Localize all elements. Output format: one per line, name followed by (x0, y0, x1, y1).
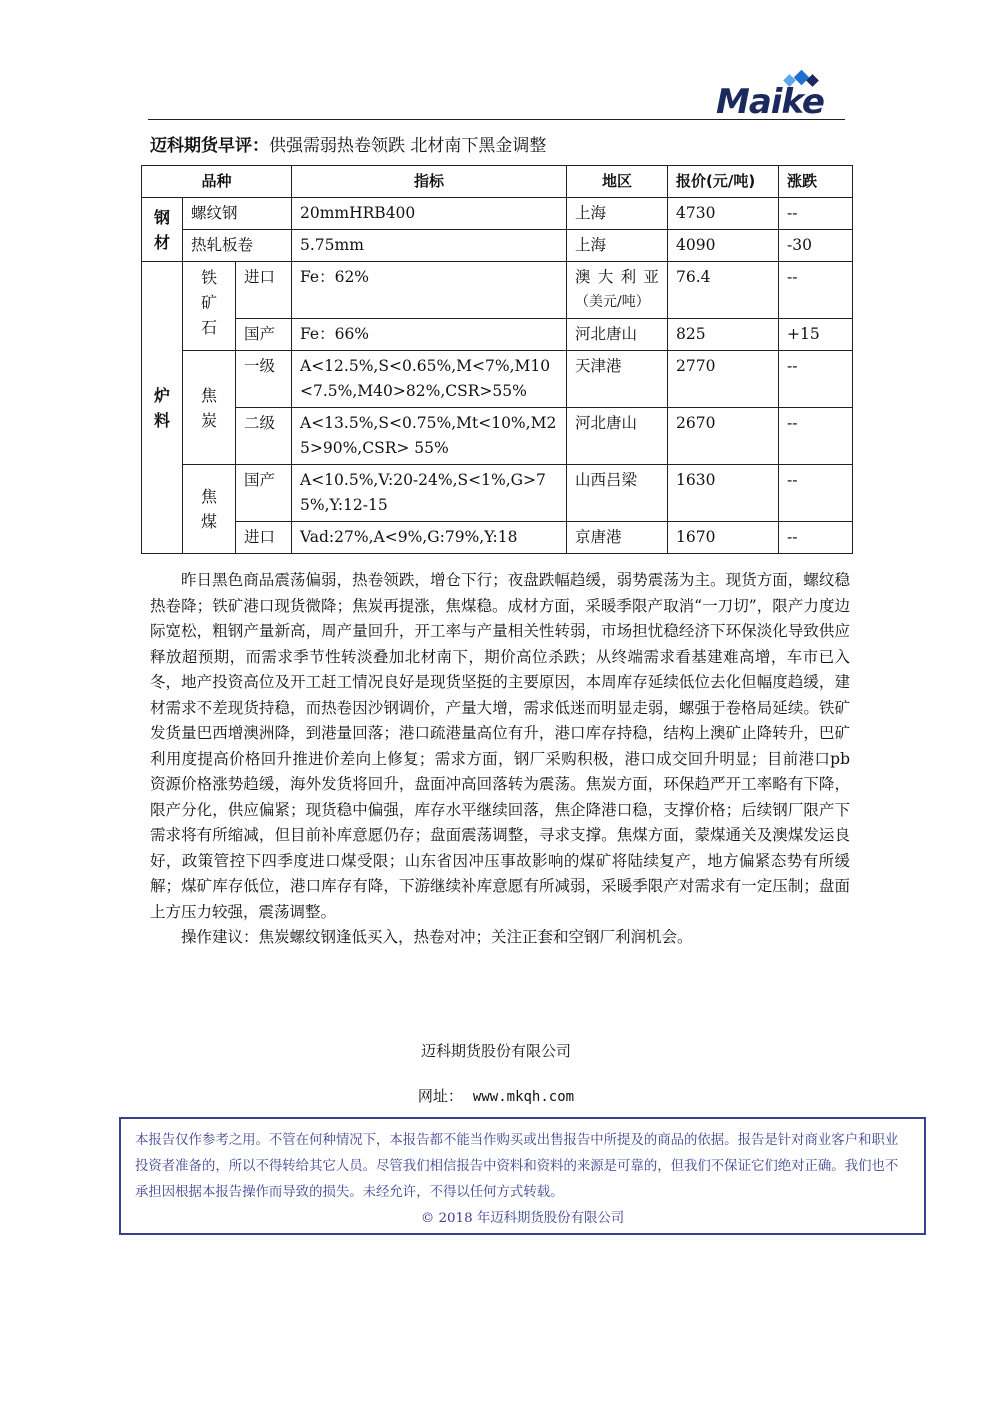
indicator-cell: A<10.5%,V:20-24%,S<1%,G>75%,Y:12-15 (292, 465, 567, 522)
copyright-text: © 2018 年迈科期货股份有限公司 (420, 1211, 625, 1226)
region-cell: 上海 (567, 230, 668, 262)
change-cell: -30 (779, 230, 853, 262)
region-name: 澳大利亚 (575, 268, 659, 286)
header-change: 涨跌 (779, 166, 853, 198)
header-rule (148, 119, 845, 120)
indicator-cell: Fe：62% (292, 262, 567, 319)
table-row (142, 522, 853, 554)
price-cell: 1670 (668, 522, 779, 554)
disclaimer-text: 本报告仅作参考之用。不管在何种情况下，本报告都不能当作购买或出售报告中所提及的商品的依据。报告是针对商业客户和职业投资者准备的，所以不得转给其它人员。尽管我们相信报告中资料和资料的来源是可靠的，但我们不保证它们绝对正确。我们也不承担因根据本报告操作而导致的损失。未经允许，不得以任何方式转载。 (135, 1133, 899, 1200)
price-cell: 4730 (668, 198, 779, 230)
website-link[interactable]: www.mkqh.com (472, 1089, 575, 1105)
variety-name: 螺纹钢 (183, 198, 292, 230)
price-cell: 1630 (668, 465, 779, 522)
change-cell: -- (779, 262, 853, 319)
table-header-row (142, 166, 853, 198)
header-region: 地区 (567, 166, 668, 198)
indicator-cell: A<13.5%,S<0.75%,Mt<10%,M25>90%,CSR> 55% (292, 408, 567, 465)
website-label: 网址： (417, 1087, 463, 1105)
indicator-cell: Fe：66% (292, 319, 567, 351)
indicator-cell: Vad:27%,A<9%,G:79%,Y:18 (292, 522, 567, 554)
title-rest: 供强需弱热卷领跌 北材南下黑金调整 (269, 136, 547, 156)
price-cell: 76.4 (668, 262, 779, 319)
subgroup-coking-coal-label: 焦煤 (201, 487, 218, 531)
change-cell: -- (779, 522, 853, 554)
region-cell: 河北唐山 (567, 408, 668, 465)
table-row (142, 198, 853, 230)
company-logo (712, 70, 852, 122)
change-cell: -- (779, 198, 853, 230)
region-unit-note: （美元/吨） (575, 294, 650, 310)
change-cell: -- (779, 408, 853, 465)
sub-type-cell: 进口 (236, 262, 292, 319)
commentary-paragraph: 昨日黑色商品震荡偏弱，热卷领跌，增仓下行；夜盘跌幅趋缓，弱势震荡为主。现货方面，螺纹稳热卷降；铁矿港口现货微降；焦炭再提涨，焦煤稳。成材方面，采暖季限产取消“一刀切”，限产力度边际宽松，粗钢产量新高，周产量回升，开工率与产量相关性转弱，市场担忧稳经济下环保淡化导致供应释放超预期，而需求季节性转淡叠加北材南下，期价高位杀跌；从终端需求看基建难高增，车市已入冬，地产投资高位及开工赶工情况良好是现货坚挺的主要原因，本周库存延续低位去化但幅度趋缓，建材需求不差现货持稳，而热卷因沙钢调价，产量大增，需求低迷而明显走弱，螺强于卷格局延续。铁矿发货量巴西增澳洲降，到港量回落；港口疏港量高位有升，港口库存持稳，结构上澳矿止降转升，巴矿利用度提高价格回升推进价差向上修复；需求方面，钢厂采购积极，港口成交回升明显；目前港口pb资源价格涨势趋缓，海外发货将回升，盘面冲高回落转为震荡。焦炭方面，环保趋严开工率略有下降，限产分化，供应偏紧；现货稳中偏强，库存水平继续回落，焦企降港口稳，支撑价格；后续钢厂限产下需求将有所缩减，但目前补库意愿仍存；盘面震荡调整，寻求支撑。焦煤方面，蒙煤通关及澳煤发运良好，政策管控下四季度进口煤受限；山东省因冲压事故影响的煤矿将陆续复产，地方偏紧态势有所缓解；煤矿库存低位，港口库存有降，下游继续补库意愿有所减弱，采暖季限产对需求有一定压制；盘面上方压力较强，震荡调整。 (150, 571, 850, 921)
price-cell: 4090 (668, 230, 779, 262)
sub-type-cell: 二级 (236, 408, 292, 465)
table-row (142, 408, 853, 465)
report-title (150, 131, 546, 156)
price-table (141, 165, 853, 554)
region-cell: 山西吕梁 (567, 465, 668, 522)
market-commentary (150, 568, 850, 951)
group-steel (142, 198, 183, 262)
region-cell: 河北唐山 (567, 319, 668, 351)
website-line (0, 1085, 992, 1106)
group-furnace (142, 262, 183, 554)
table-row (142, 262, 853, 319)
group-furnace-label: 炉料 (154, 385, 171, 430)
subgroup-iron-ore (183, 262, 236, 351)
region-cell: 上海 (567, 198, 668, 230)
operation-advice: 操作建议：焦炭螺纹钢逢低买入，热卷对冲；关注正套和空钢厂利润机会。 (181, 928, 693, 946)
table-row (142, 319, 853, 351)
subgroup-iron-ore-label: 铁矿石 (201, 268, 218, 337)
disclaimer-box (119, 1117, 926, 1235)
table-row (142, 465, 853, 522)
header-price: 报价(元/吨) (668, 166, 779, 198)
region-cell (567, 262, 668, 319)
indicator-cell: A<12.5%,S<0.65%,M<7%,M10<7.5%,M40>82%,CSR>55% (292, 351, 567, 408)
price-cell: 2770 (668, 351, 779, 408)
price-cell: 2670 (668, 408, 779, 465)
table-row (142, 351, 853, 408)
change-cell: -- (779, 351, 853, 408)
header-variety: 品种 (142, 166, 292, 198)
price-cell: 825 (668, 319, 779, 351)
indicator-cell: 20mmHRB400 (292, 198, 567, 230)
change-cell: -- (779, 465, 853, 522)
table-row (142, 230, 853, 262)
change-cell: +15 (779, 319, 853, 351)
subgroup-coke (183, 351, 236, 465)
region-cell: 京唐港 (567, 522, 668, 554)
title-lead: 迈科期货早评： (150, 136, 269, 156)
variety-name: 热轧板卷 (183, 230, 292, 262)
sub-type-cell: 进口 (236, 522, 292, 554)
sub-type-cell: 国产 (236, 319, 292, 351)
logo-text: Maike (716, 82, 824, 122)
region-cell: 天津港 (567, 351, 668, 408)
header-indicator: 指标 (292, 166, 567, 198)
indicator-cell: 5.75mm (292, 230, 567, 262)
sub-type-cell: 一级 (236, 351, 292, 408)
group-steel-label: 钢材 (154, 207, 171, 252)
sub-type-cell: 国产 (236, 465, 292, 522)
subgroup-coke-label: 焦炭 (201, 385, 218, 430)
company-name: 迈科期货股份有限公司 (420, 1042, 571, 1060)
subgroup-coking-coal (183, 465, 236, 554)
